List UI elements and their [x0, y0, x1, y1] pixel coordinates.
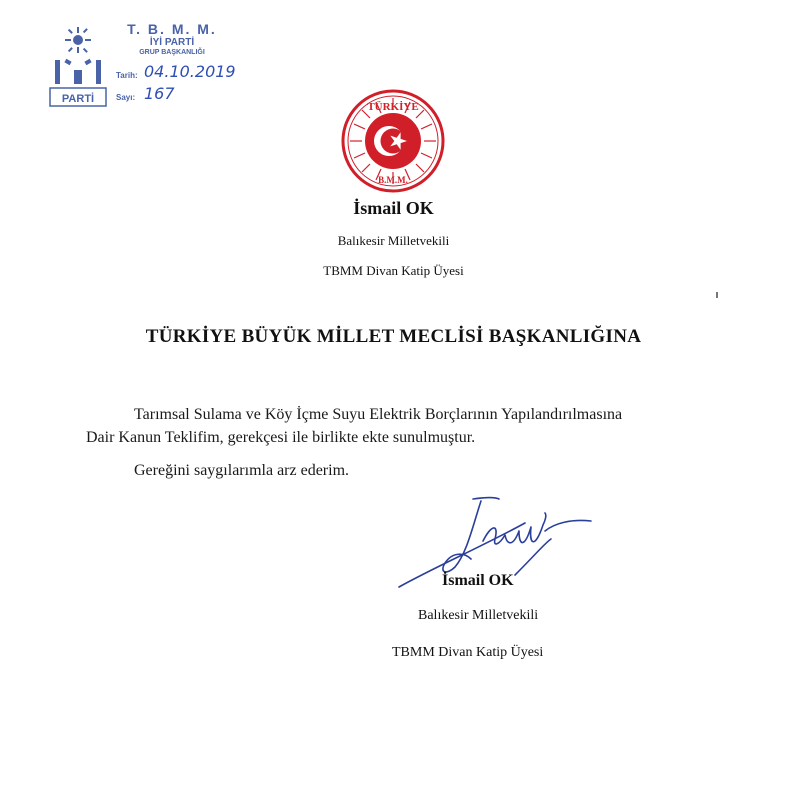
document-title: TÜRKİYE BÜYÜK MİLLET MECLİSİ BAŞKANLIĞINA — [145, 326, 642, 347]
body-paragraph-1-line-1: Tarımsal Sulama ve Köy İçme Suyu Elektrik Borçlarının Yapılandırılmasına — [134, 406, 623, 423]
sender-name: İsmail OK — [353, 198, 434, 218]
emblem-bottom-text: B.M.M. — [378, 175, 408, 185]
scan-speck — [716, 292, 718, 298]
stamp-line-tbmm: T. B. M. M. — [127, 21, 217, 37]
svg-text:PARTİ: PARTİ — [61, 93, 95, 105]
body-paragraph-1-line-2: Dair Kanun Teklifim, gerekçesi ile birlikte ekte sunulmuştur. — [86, 429, 476, 446]
stamp-line-party: İYİ PARTİ — [149, 37, 195, 48]
stamp-header — [116, 22, 228, 57]
stamp-number-value: 167 — [144, 84, 175, 103]
stamp-date-value: 04.10.2019 — [144, 62, 236, 81]
stamp-date-label: Tarih: — [116, 71, 138, 80]
stamp-number-label: Sayı: — [116, 93, 136, 102]
signatory-name: İsmail OK — [442, 572, 514, 589]
body-paragraph-2: Gereğini saygılarımla arz ederim. — [134, 462, 350, 479]
signatory-position-2: TBMM Divan Katip Üyesi — [392, 645, 544, 660]
sender-position-1: Balıkesir Milletvekili — [337, 233, 450, 248]
emblem-top-text: TÜRKİYE — [367, 101, 419, 113]
received-stamp — [40, 18, 270, 110]
tbmm-emblem — [340, 88, 446, 194]
iyi-parti-logo — [48, 24, 108, 108]
stamp-line-group: GRUP BAŞKANLIĞI — [139, 49, 205, 56]
signatory-position-1: Balıkesir Milletvekili — [418, 608, 539, 623]
sender-position-2: TBMM Divan Katip Üyesi — [323, 263, 464, 278]
